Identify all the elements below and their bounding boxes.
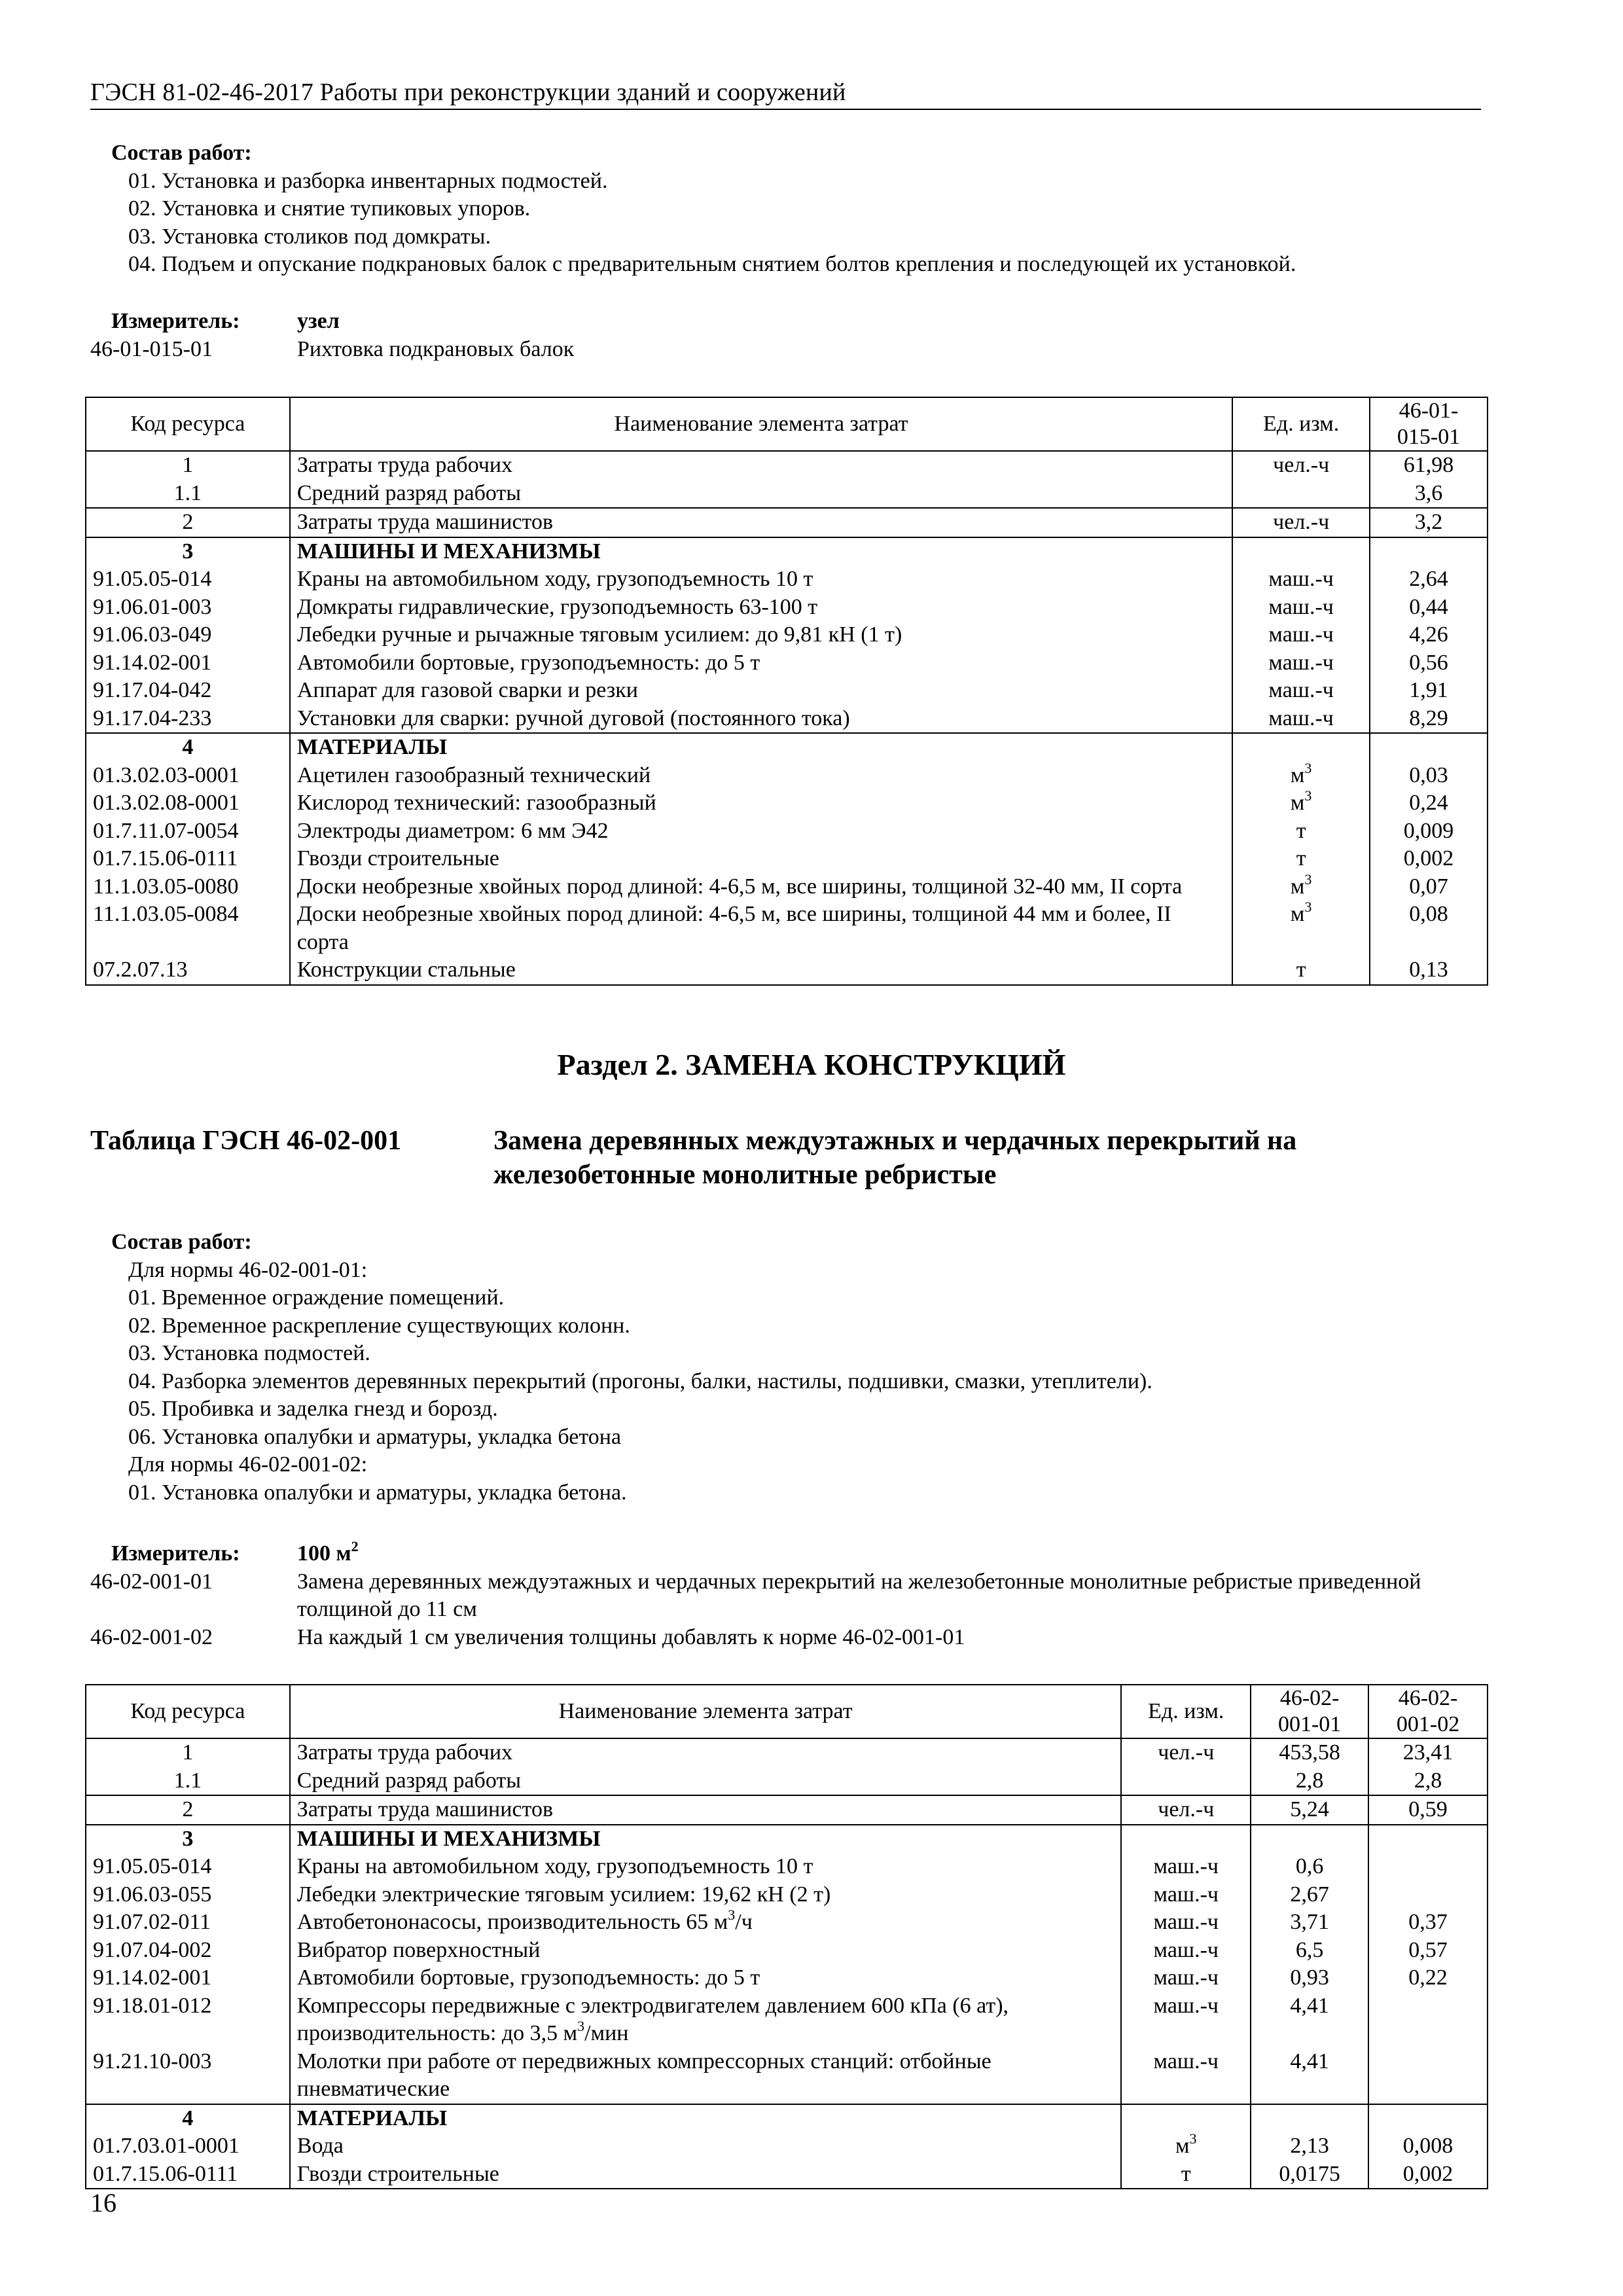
work-item: 03. Установка столиков под домкраты. <box>128 224 491 249</box>
unit: маш.-ч <box>1232 594 1370 622</box>
norm-value: 2,64 <box>1370 565 1488 594</box>
table-row <box>86 565 1488 594</box>
norm-value: 0,009 <box>1370 817 1488 846</box>
meter-value: узел <box>297 309 340 333</box>
table-row <box>86 677 1488 705</box>
cost-element-name: Лебедки ручные и рычажные тяговым усилием: до 9,81 кН (1 т) <box>290 621 1232 649</box>
meter-block-2 <box>90 1540 1497 1651</box>
cost-element-name: Краны на автомобильном ходу, грузоподъемность 10 т <box>290 1853 1122 1881</box>
work-item: 02. Установка и снятие тупиковых упоров. <box>128 196 531 221</box>
work-item: 01. Временное ограждение помещений. <box>128 1285 505 1310</box>
unit: т <box>1232 845 1370 873</box>
cost-element-name: Гвозди строительные <box>290 845 1232 873</box>
column-header: Код ресурса <box>86 1685 290 1738</box>
norm-value: 0,37 <box>1368 1909 1488 1937</box>
table-row <box>86 2161 1488 2189</box>
norm-value: 0,24 <box>1370 789 1488 817</box>
unit: чел.-ч <box>1232 451 1370 480</box>
cost-element-name: Автомобили бортовые, грузоподъемность: до 5 т <box>290 1964 1122 1992</box>
column-header: Код ресурса <box>86 397 290 451</box>
norm-code: 46-02-001-02 <box>90 1624 213 1649</box>
resource-code: 91.06.03-049 <box>86 621 290 649</box>
unit: маш.-ч <box>1232 621 1370 649</box>
unit: маш.-ч <box>1121 1937 1251 1965</box>
norm-row <box>90 1568 1497 1624</box>
work-item: 01. Установка опалубки и арматуры, укладка бетона. <box>128 1480 627 1505</box>
work-composition-title: Состав работ: <box>111 1230 252 1254</box>
resource-code: 91.07.04-002 <box>86 1937 290 1965</box>
unit: чел.-ч <box>1121 1738 1251 1767</box>
norm-value: 0,008 <box>1368 2132 1488 2161</box>
norm-value: 5,24 <box>1251 1795 1368 1825</box>
resource-code: 2 <box>86 508 290 537</box>
resource-table-2 <box>85 1684 1488 2189</box>
cost-element-name: Средний разряд работы <box>290 480 1232 509</box>
table-row <box>86 845 1488 873</box>
resource-code: 11.1.03.05-0080 <box>86 873 290 901</box>
norm-value <box>1251 1825 1368 1854</box>
cost-element-name: Конструкции стальные <box>290 956 1232 985</box>
norm-value: 453,58 <box>1251 1738 1368 1767</box>
cost-element-name: Электроды диаметром: 6 мм Э42 <box>290 817 1232 846</box>
unit: маш.-ч <box>1121 1909 1251 1937</box>
unit: маш.-ч <box>1232 565 1370 594</box>
norm-text: На каждый 1 см увеличения толщины добавлять к норме 46-02-001-01 <box>297 1624 965 1649</box>
table-row <box>86 873 1488 901</box>
cost-element-name: Аппарат для газовой сварки и резки <box>290 677 1232 705</box>
unit: т <box>1121 2161 1251 2189</box>
resource-code: 91.17.04-042 <box>86 677 290 705</box>
table-row <box>86 1853 1488 1881</box>
resource-code: 01.7.11.07-0054 <box>86 817 290 846</box>
meter-label: Измеритель: <box>111 309 240 333</box>
work-list <box>90 168 1530 279</box>
work-item: 04. Разборка элементов деревянных перекрытий (прогоны, балки, настилы, подшивки, смазки, утеплители). <box>128 1369 1152 1393</box>
cost-element-name: Вода <box>290 2132 1122 2161</box>
work-composition-2 <box>90 1229 1530 1507</box>
norm-value <box>1251 2104 1368 2133</box>
cost-element-name: Затраты труда машинистов <box>290 1795 1122 1825</box>
unit: $м^3$ <box>1232 762 1370 790</box>
unit <box>1121 1767 1251 1796</box>
cost-element-name: Ацетилен газообразный технический <box>290 762 1232 790</box>
norm-value <box>1368 2048 1488 2104</box>
table-row <box>86 733 1488 762</box>
norm-value: 3,6 <box>1370 480 1488 509</box>
table-row <box>86 594 1488 622</box>
resource-code: 1 <box>86 451 290 480</box>
table-row <box>86 451 1488 480</box>
column-header: Наименование элемента затрат <box>290 397 1232 451</box>
table-row <box>86 1881 1488 1909</box>
meter-block-1 <box>90 308 1497 363</box>
table-row <box>86 2104 1488 2133</box>
norm-value: 6,5 <box>1251 1937 1368 1965</box>
norm-value: 0,56 <box>1370 649 1488 677</box>
norm-value <box>1368 1881 1488 1909</box>
section-title: Раздел 2. ЗАМЕНА КОНСТРУКЦИЙ <box>557 1048 1066 1081</box>
resource-code: 01.3.02.03-0001 <box>86 762 290 790</box>
page-number: 16 <box>90 2188 116 2217</box>
norm-value: 0,03 <box>1370 762 1488 790</box>
resource-code: 1 <box>86 1738 290 1767</box>
unit: маш.-ч <box>1232 705 1370 734</box>
unit <box>1232 537 1370 566</box>
work-composition-title: Состав работ: <box>111 141 252 165</box>
norm-value: 2,8 <box>1368 1767 1488 1796</box>
resource-code: 91.17.04-233 <box>86 705 290 734</box>
table-row <box>86 1937 1488 1965</box>
norm-code: 46-02-001-01 <box>90 1569 213 1594</box>
table-row <box>86 956 1488 985</box>
norm-value: 3,71 <box>1251 1909 1368 1937</box>
table-row <box>86 1825 1488 1854</box>
work-item: 04. Подъем и опускание подкрановых балок с предварительным снятием болтов крепления и последующей их установкой. <box>128 252 1296 276</box>
table-header-row <box>86 1685 1488 1738</box>
cost-element-name: Краны на автомобильном ходу, грузоподъемность 10 т <box>290 565 1232 594</box>
unit <box>1121 2104 1251 2133</box>
norm-value: 0,6 <box>1251 1853 1368 1881</box>
table-row <box>86 649 1488 677</box>
unit: маш.-ч <box>1232 677 1370 705</box>
unit: маш.-ч <box>1121 2048 1251 2104</box>
resource-code: 01.3.02.08-0001 <box>86 789 290 817</box>
norm-code: 46-01-015-01 <box>90 336 213 361</box>
norm-value: 8,29 <box>1370 705 1488 734</box>
norm-value: 0,002 <box>1370 845 1488 873</box>
table-row <box>86 789 1488 817</box>
column-header: 46-02- 001-01 <box>1251 1685 1368 1738</box>
resource-code: 3 <box>86 1825 290 1854</box>
norm-value: 4,41 <box>1251 2048 1368 2104</box>
unit: т <box>1232 956 1370 985</box>
meter-value: 100 $м^2$ <box>297 1538 359 1566</box>
unit: $м^3$ <box>1232 873 1370 901</box>
resource-code: 01.7.03.01-0001 <box>86 2132 290 2161</box>
resource-code: 91.06.03-055 <box>86 1881 290 1909</box>
resource-code: 91.18.01-012 <box>86 1992 290 2048</box>
resource-code: 91.05.05-014 <box>86 565 290 594</box>
resource-code: 91.07.02-011 <box>86 1909 290 1937</box>
norm-value: 0,22 <box>1368 1964 1488 1992</box>
cost-element-name: Лебедки электрические тяговым усилием: 19,62 кН (2 т) <box>290 1881 1122 1909</box>
norm-value: 61,98 <box>1370 451 1488 480</box>
norm-value: 4,41 <box>1251 1992 1368 2048</box>
unit: $м^3$ <box>1232 901 1370 956</box>
cost-element-name: МАШИНЫ И МЕХАНИЗМЫ <box>290 537 1232 566</box>
meter-label: Измеритель: <box>111 1541 240 1566</box>
norm-value: 0,59 <box>1368 1795 1488 1825</box>
resource-code: 91.14.02-001 <box>86 1964 290 1992</box>
table-row <box>86 901 1488 956</box>
cost-element-name: Доски необрезные хвойных пород длиной: 4-6,5 м, все ширины, толщиной 44 мм и более, II сорта <box>290 901 1232 956</box>
cost-element-name: Кислород технический: газообразный <box>290 789 1232 817</box>
resource-code: 3 <box>86 537 290 566</box>
norm-row <box>90 336 1497 364</box>
table-row <box>86 621 1488 649</box>
table-header-row <box>86 397 1488 451</box>
unit: маш.-ч <box>1121 1881 1251 1909</box>
resource-code: 2 <box>86 1795 290 1825</box>
resource-code: 91.05.05-014 <box>86 1853 290 1881</box>
unit <box>1121 1825 1251 1854</box>
resource-table-1 <box>85 397 1488 986</box>
norm-value: 3,2 <box>1370 508 1488 537</box>
cost-element-name: Доски необрезные хвойных пород длиной: 4-6,5 м, все ширины, толщиной 32-40 мм, II сорта <box>290 873 1232 901</box>
cost-element-name: Компрессоры передвижные с электродвигателем давлением 600 кПа (6 ат), производительность: до 3,5 $м^3$/мин <box>290 1992 1122 2048</box>
norm-value: 0,002 <box>1368 2161 1488 2189</box>
column-header: Ед. изм. <box>1121 1685 1251 1738</box>
resource-code: 91.06.01-003 <box>86 594 290 622</box>
table-row <box>86 1909 1488 1937</box>
work-item: 01. Установка и разборка инвентарных подмостей. <box>128 168 608 193</box>
norm-value <box>1368 1853 1488 1881</box>
resource-code: 07.2.07.13 <box>86 956 290 985</box>
unit: т <box>1232 817 1370 846</box>
unit: $м^3$ <box>1232 789 1370 817</box>
table-row <box>86 1738 1488 1767</box>
table-row <box>86 1964 1488 1992</box>
cost-element-name: Затраты труда рабочих <box>290 451 1232 480</box>
norm-value: 2,13 <box>1251 2132 1368 2161</box>
cost-element-name: Автобетононасосы, производительность 65 $м^3/ч$ <box>290 1909 1122 1937</box>
cost-element-name: Домкраты гидравлические, грузоподъемность 63-100 т <box>290 594 1232 622</box>
running-header: ГЭСН 81-02-46-2017 Работы при реконструкции зданий и сооружений <box>90 76 1481 110</box>
work-item: Для нормы 46-02-001-01: <box>128 1257 368 1282</box>
table-title <box>90 1124 1530 1192</box>
norm-value: 0,0175 <box>1251 2161 1368 2189</box>
cost-element-name: Гвозди строительные <box>290 2161 1122 2189</box>
norm-value <box>1368 2104 1488 2133</box>
unit: маш.-ч <box>1121 1964 1251 1992</box>
table-row <box>86 2132 1488 2161</box>
column-header: 46-02- 001-02 <box>1368 1685 1488 1738</box>
work-item: Для нормы 46-02-001-02: <box>128 1452 368 1477</box>
norm-text: Замена деревянных междуэтажных и чердачных перекрытий на железобетонные монолитные ребристые приведенной толщиной до 11 см <box>297 1569 1421 1621</box>
norm-value: 2,8 <box>1251 1767 1368 1796</box>
unit: $м^3$ <box>1121 2132 1251 2161</box>
column-header: Наименование элемента затрат <box>290 1685 1122 1738</box>
resource-code: 91.14.02-001 <box>86 649 290 677</box>
table-row <box>86 508 1488 537</box>
resource-code: 01.7.15.06-0111 <box>86 2161 290 2189</box>
norm-value: 0,44 <box>1370 594 1488 622</box>
resource-code: 11.1.03.05-0084 <box>86 901 290 956</box>
unit: чел.-ч <box>1121 1795 1251 1825</box>
norm-value: 1,91 <box>1370 677 1488 705</box>
resource-code: 4 <box>86 733 290 762</box>
cost-element-name: МАШИНЫ И МЕХАНИЗМЫ <box>290 1825 1122 1854</box>
unit: маш.-ч <box>1121 1992 1251 2048</box>
column-header: 46-01- 015-01 <box>1370 397 1488 451</box>
unit <box>1232 480 1370 509</box>
norm-value <box>1370 733 1488 762</box>
table-row <box>86 762 1488 790</box>
cost-element-name: МАТЕРИАЛЫ <box>290 2104 1122 2133</box>
resource-code: 1.1 <box>86 1767 290 1796</box>
unit: чел.-ч <box>1232 508 1370 537</box>
cost-element-name: Вибратор поверхностный <box>290 1937 1122 1965</box>
table-row <box>86 537 1488 566</box>
norm-value <box>1368 1992 1488 2048</box>
resource-code: 4 <box>86 2104 290 2133</box>
norm-value <box>1368 1825 1488 1854</box>
work-composition-1 <box>90 139 1530 279</box>
table-row <box>86 817 1488 846</box>
norm-list <box>90 1568 1497 1652</box>
cost-element-name: Молотки при работе от передвижных компрессорных станций: отбойные пневматические <box>290 2048 1122 2104</box>
table-row <box>86 480 1488 509</box>
work-item: 03. Установка подмостей. <box>128 1341 370 1365</box>
norm-value: 0,07 <box>1370 873 1488 901</box>
unit: маш.-ч <box>1121 1853 1251 1881</box>
norm-value: 0,57 <box>1368 1937 1488 1965</box>
cost-element-name: Автомобили бортовые, грузоподъемность: до 5 т <box>290 649 1232 677</box>
table-row <box>86 2048 1488 2104</box>
table-title-value: Замена деревянных междуэтажных и чердачных перекрытий на железобетонные монолитные ребристые <box>493 1126 1297 1190</box>
work-item: 05. Пробивка и заделка гнезд и борозд. <box>128 1397 498 1421</box>
cost-element-name: Средний разряд работы <box>290 1767 1122 1796</box>
norm-list <box>90 336 1497 364</box>
column-header: Ед. изм. <box>1232 397 1370 451</box>
norm-row <box>90 1624 1497 1652</box>
norm-text: Рихтовка подкрановых балок <box>297 336 575 361</box>
cost-element-name: МАТЕРИАЛЫ <box>290 733 1232 762</box>
cost-element-name: Установки для сварки: ручной дуговой (постоянного тока) <box>290 705 1232 734</box>
norm-value: 2,67 <box>1251 1881 1368 1909</box>
table-title-key: Таблица ГЭСН 46-02-001 <box>90 1126 402 1156</box>
unit <box>1232 733 1370 762</box>
unit: маш.-ч <box>1232 649 1370 677</box>
work-list <box>90 1257 1530 1507</box>
table-row <box>86 1992 1488 2048</box>
resource-code: 91.21.10-003 <box>86 2048 290 2104</box>
resource-code: 1.1 <box>86 480 290 509</box>
cost-element-name: Затраты труда машинистов <box>290 508 1232 537</box>
work-item: 06. Установка опалубки и арматуры, укладка бетона <box>128 1424 622 1449</box>
norm-value: 0,93 <box>1251 1964 1368 1992</box>
table-row <box>86 705 1488 734</box>
norm-value: 23,41 <box>1368 1738 1488 1767</box>
work-item: 02. Временное раскрепление существующих колонн. <box>128 1313 630 1338</box>
norm-value: 4,26 <box>1370 621 1488 649</box>
table-row <box>86 1795 1488 1825</box>
resource-code: 01.7.15.06-0111 <box>86 845 290 873</box>
cost-element-name: Затраты труда рабочих <box>290 1738 1122 1767</box>
norm-value <box>1370 537 1488 566</box>
norm-value: 0,13 <box>1370 956 1488 985</box>
table-row <box>86 1767 1488 1796</box>
norm-value: 0,08 <box>1370 901 1488 956</box>
